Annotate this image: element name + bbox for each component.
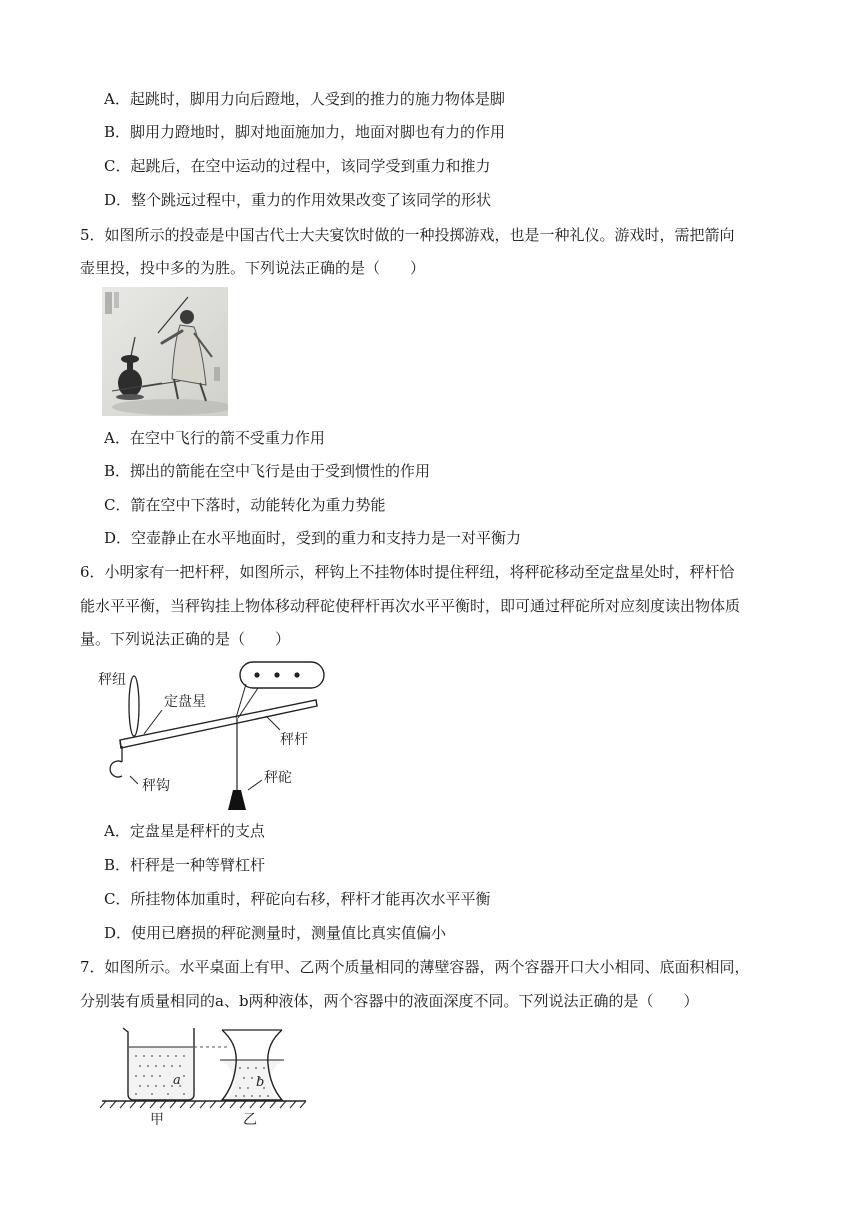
liquid-a-label: a (173, 1073, 181, 1088)
q5-stem-line2: 壶里投，投中多的为胜。下列说法正确的是（ ） (80, 259, 426, 277)
q4-option-d: D．整个跳远过程中，重力的作用效果改变了该同学的形状 (104, 191, 492, 209)
containers-diagram (98, 1024, 308, 1128)
liquid-b-label: b (256, 1075, 265, 1090)
q4-option-c: C．起跳后，在空中运动的过程中，该同学受到重力和推力 (104, 157, 491, 175)
steelyard-label-niu: 秤纽 (98, 672, 126, 688)
container-jia-label: 甲 (150, 1112, 164, 1128)
q5-stem-line1: 5．如图所示的投壶是中国古代士大夫宴饮时做的一种投掷游戏，也是一种礼仪。游戏时，需把箭向 (80, 226, 735, 244)
q4-option-a: A．起跳时，脚用力向后蹬地，人受到的推力的施力物体是脚 (104, 90, 505, 108)
q6-stem-line3: 量。下列说法正确的是（ ） (80, 630, 291, 648)
steelyard-label-gan: 秤杆 (280, 732, 308, 748)
q5-option-c: C．箭在空中下落时，动能转化为重力势能 (104, 496, 386, 514)
q5-option-d: D．空壶静止在水平地面时，受到的重力和支持力是一对平衡力 (104, 529, 522, 547)
container-yi-label: 乙 (243, 1112, 257, 1128)
q6-stem-line1: 6．小明家有一把杆秤，如图所示，秤钩上不挂物体时提住秤纽，将秤砣移动至定盘星处时，秤杆恰 (80, 563, 735, 581)
steelyard-diagram (98, 658, 328, 814)
touhu-illustration (102, 287, 228, 416)
q7-stem-line2: 分别装有质量相同的a、b两种液体，两个容器中的液面深度不同。下列说法正确的是（ ） (80, 992, 699, 1010)
steelyard-label-dingpanxing: 定盘星 (164, 694, 206, 710)
q5-option-b: B．掷出的箭能在空中飞行是由于受到惯性的作用 (104, 462, 431, 480)
q6-option-a: A．定盘星是秤杆的支点 (104, 822, 265, 840)
q6-option-d: D．使用已磨损的秤砣测量时，测量值比真实值偏小 (104, 924, 447, 942)
steelyard-label-tuo: 秤砣 (264, 770, 292, 786)
steelyard-label-gou: 秤钩 (142, 778, 170, 794)
q5-option-a: A．在空中飞行的箭不受重力作用 (104, 429, 325, 447)
q6-option-c: C．所挂物体加重时，秤砣向右移，秤杆才能再次水平平衡 (104, 890, 491, 908)
q6-option-b: B．杆秤是一种等臂杠杆 (104, 856, 266, 874)
q6-stem-line2: 能水平平衡，当秤钩挂上物体移动秤砣使秤杆再次水平平衡时，即可通过秤砣所对应刻度读出物体质 (80, 597, 741, 615)
q4-option-b: B．脚用力蹬地时，脚对地面施加力，地面对脚也有力的作用 (104, 123, 506, 141)
q7-stem-line1: 7．如图所示。水平桌面上有甲、乙两个质量相同的薄壁容器，两个容器开口大小相同、底面积相同， (80, 958, 750, 976)
